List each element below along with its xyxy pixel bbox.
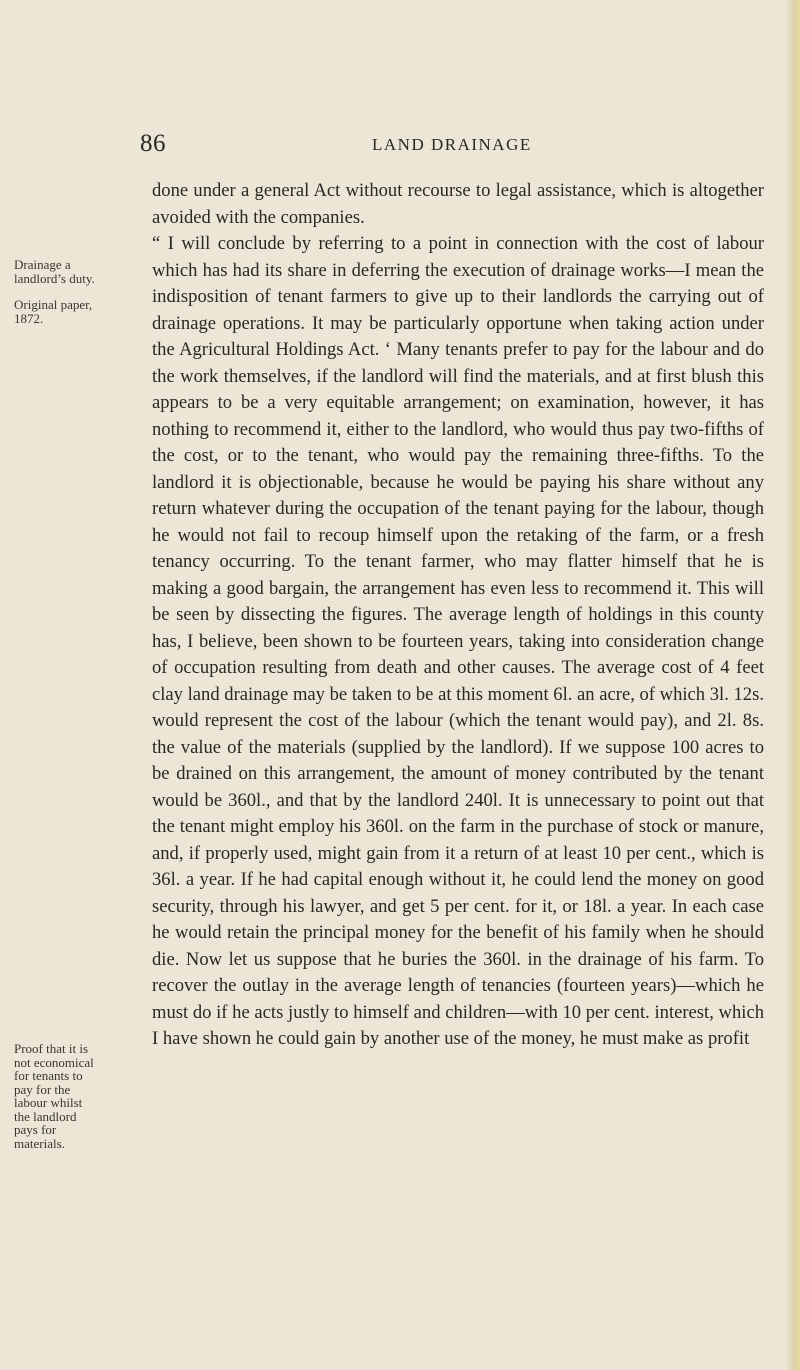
running-head: LAND DRAINAGE xyxy=(372,135,532,154)
page-number: 86 xyxy=(140,130,166,157)
page-edge xyxy=(786,0,800,1370)
paragraph-quotation: “ I will conclude by referring to a point in connection with the cost of labour which has had its share in deferring the execution of drainage works—I mean the indisposition of tenant farmers to give up to their landlords the carrying out of drainage operations. It may be particularly opportune when taking action under the Agricultural Holdings Act. ‘ Many tenants prefer to pay for the labour and do the work themselves, if the landlord will find the materials, and at first blush this appears to be a very equitable arrangement; on examination, however, it has nothing to recommend it, either to the landlord, who would thus pay two-fifths of the cost, or to the tenant, who would pay the remaining three-fifths. To the landlord it is objectionable, because he would be paying his share without any return whatever during the occupation of the tenant paying for the labour, though he would not fail to recoup himself upon the retaking of the farm, or a fresh tenancy occurring. To the tenant farmer, who may flatter himself that he is making a good bargain, the arrangement has even less to recommend it. This will be seen by dissecting the figures. The average length of holdings in this county has, I believe, been shown to be fourteen years, taking into consideration change of occupation resulting from death and other causes. The average cost of 4 feet clay land drainage may be taken to be at this moment 6l. an acre, of which 3l. 12s. would represent the cost of the labour (which the tenant would pay), and 2l. 8s. the value of the materials (supplied by the landlord). If we suppose 100 acres to be drained on this arrangement, the amount of money contributed by the tenant would be 360l., and that by the landlord 240l. It is unnecessary to point out that the tenant might employ his 360l. on the farm in the purchase of stock or manure, and, if properly used, might gain from it a return of at least 10 per cent., which is 36l. a year. If he had capital enough without it, he could lend the money on good security, through his lawyer, and get 5 per cent. for it, or 18l. a year. In each case he would retain the principal money for the benefit of his family when he should die. Now let us suppose that he buries the 360l. in the drainage of his farm. To recover the outlay in the average length of tenancies (fourteen years)—which he must do if he acts justly to himself and children—with 10 per cent. interest, which I have shown he could gain by another use of the money, he must make as profit xyxy=(152,233,764,1049)
margin-note-original-paper: Original paper, 1872. xyxy=(14,297,93,326)
margin-note-proof: Proof that it is not economical for tenants to pay for the labour whilst the landlord pays for materials. xyxy=(14,1041,94,1151)
margin-note-drainage-duty: Drainage a landlord’s duty. xyxy=(14,257,95,286)
page-header xyxy=(0,130,800,160)
body-text xyxy=(152,178,764,1053)
paragraph-continuation: done under a general Act without recourse to legal assistance, which is altogether avoided with the companies. xyxy=(152,180,764,228)
